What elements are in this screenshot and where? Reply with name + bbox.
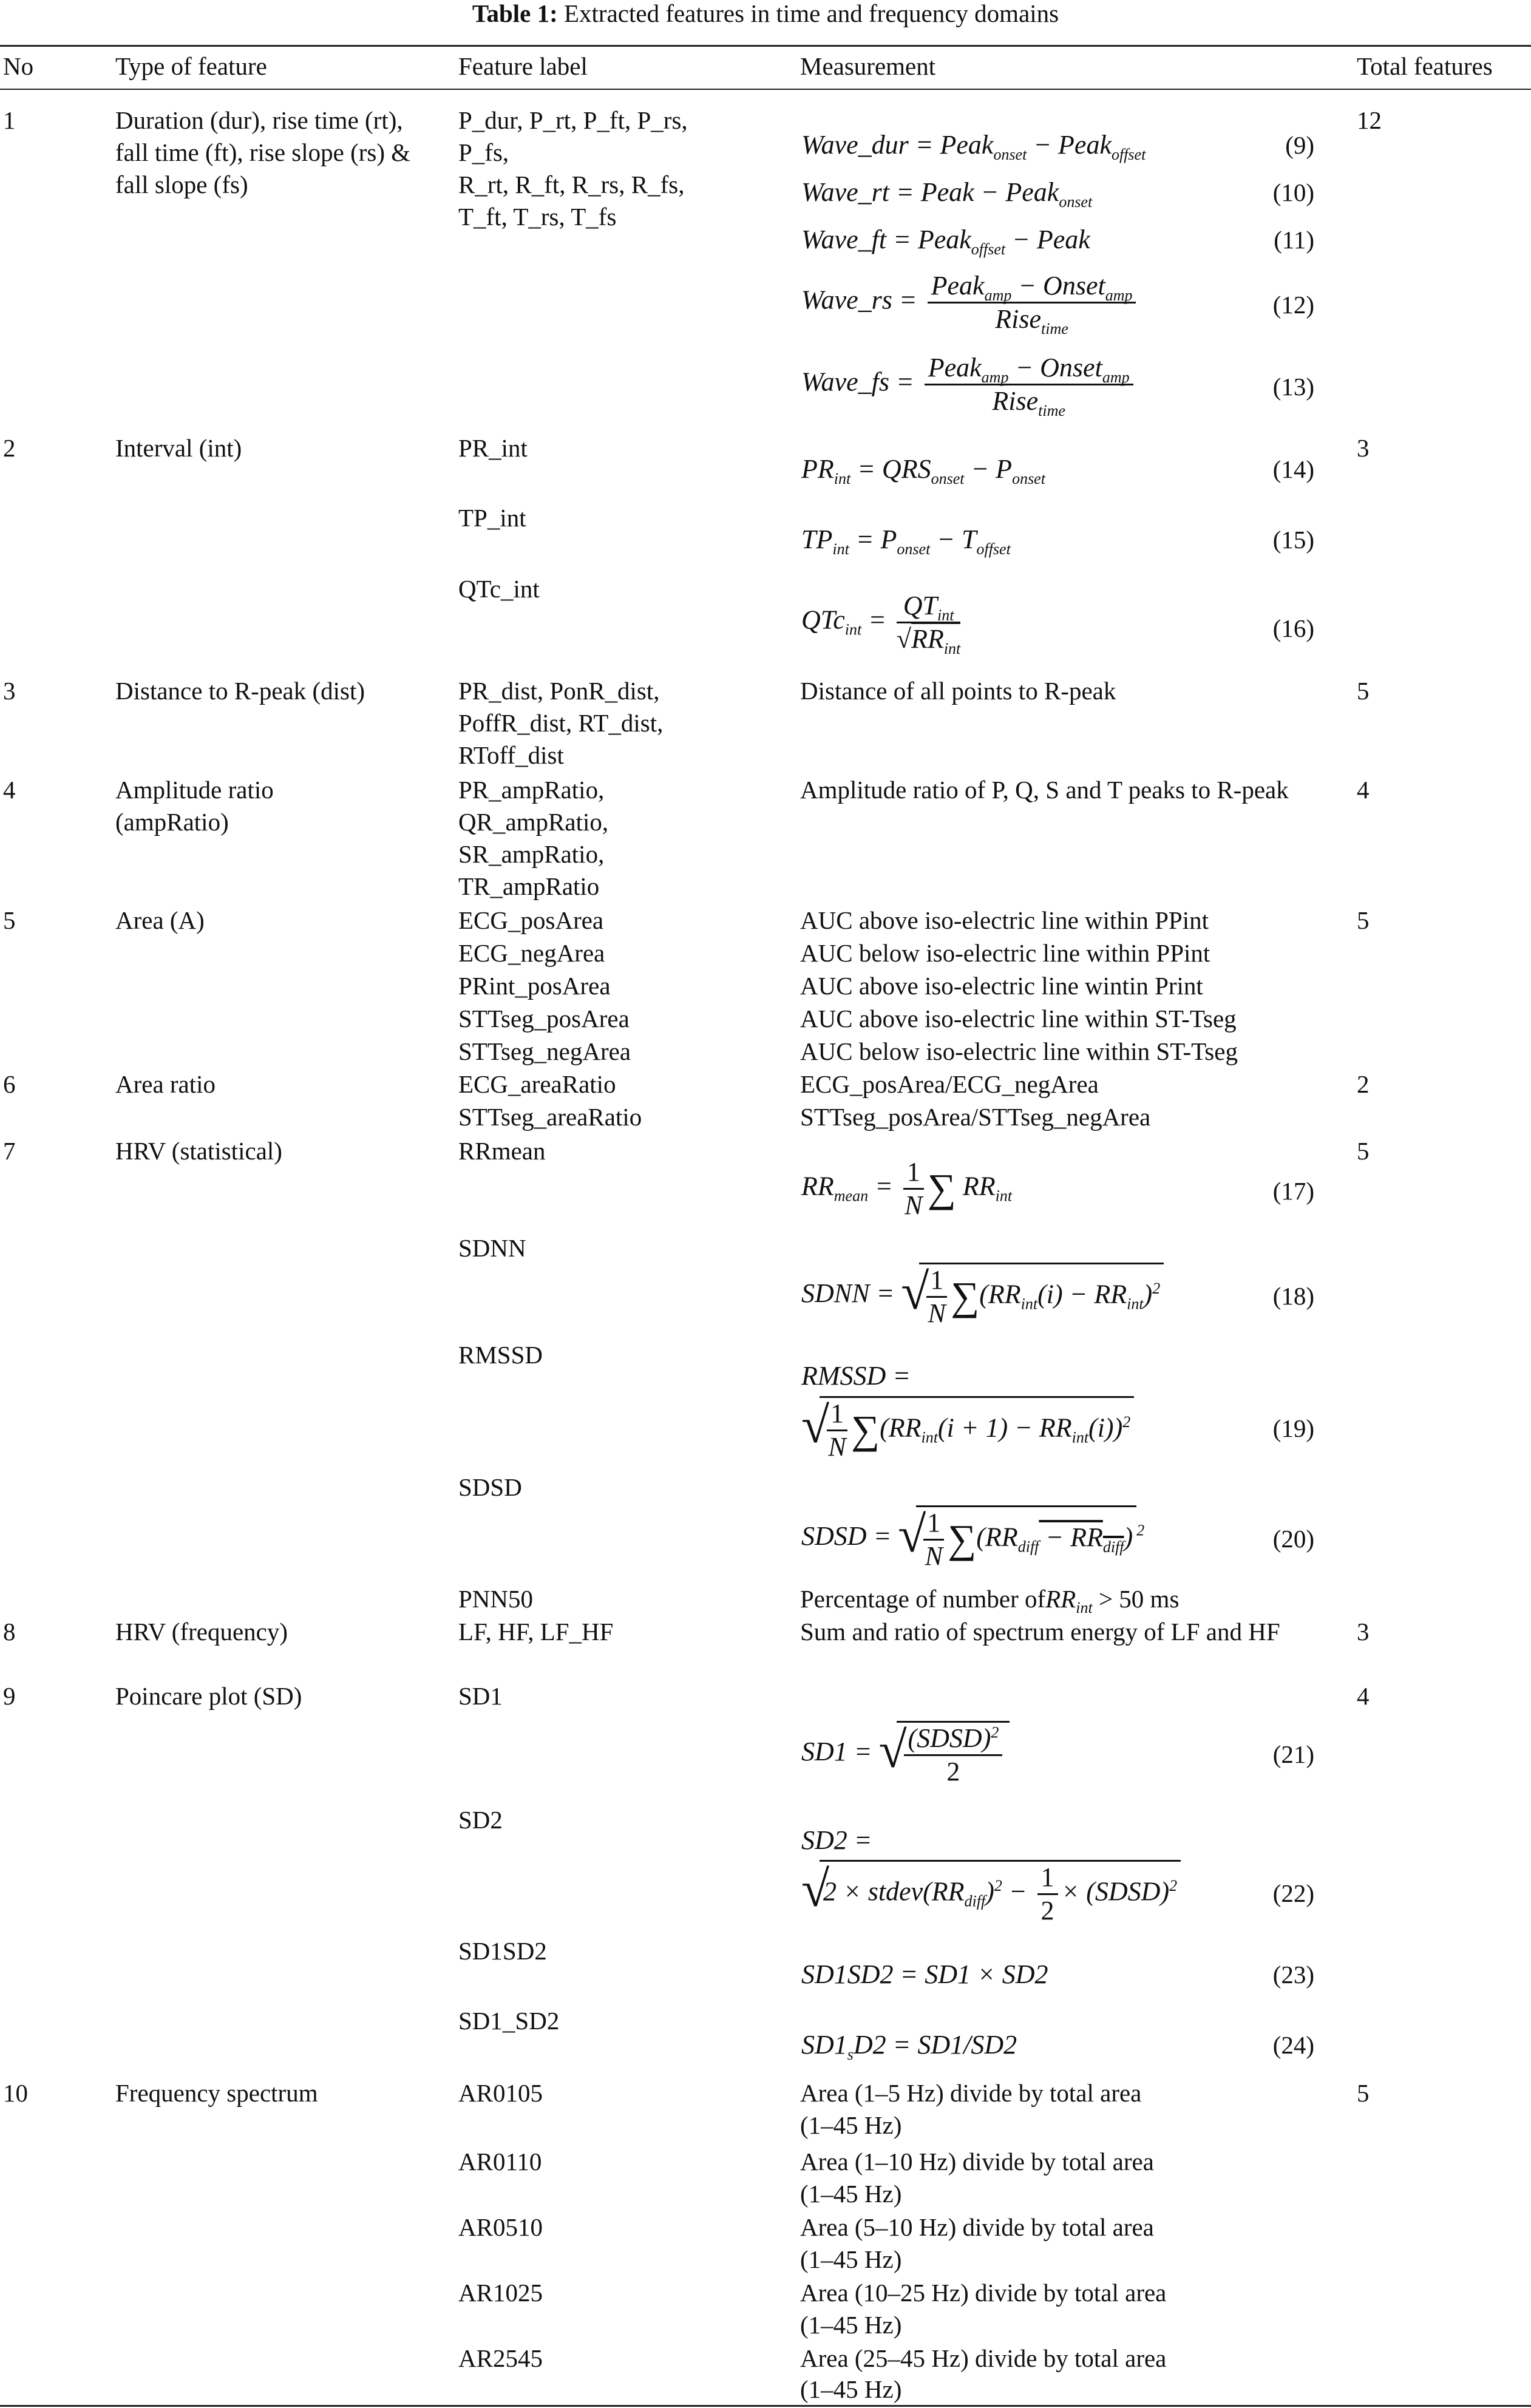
row-label: RRmean: [458, 1137, 546, 1165]
equation-22-lhs: SD2 =: [801, 1825, 872, 1855]
row-label: AR0105: [458, 2079, 543, 2107]
row-label: QR_ampRatio,: [458, 808, 609, 836]
row-type: Poincare plot (SD): [115, 1682, 302, 1710]
equation-number: (17): [1272, 1177, 1314, 1205]
top-rule: [0, 45, 1531, 47]
row-measurement: Sum and ratio of spectrum energy of LF and HF: [800, 1618, 1280, 1646]
row-total: 2: [1357, 1070, 1370, 1098]
row-no: 3: [3, 677, 16, 705]
row-label: ECG_posArea: [458, 906, 604, 934]
row-measurement: (1–45 Hz): [800, 2111, 902, 2139]
caption-text: Extracted features in time and frequency domains: [564, 0, 1059, 27]
row-label: SR_ampRatio,: [458, 840, 605, 868]
row-label: ECG_negArea: [458, 939, 605, 967]
header-rule: [0, 89, 1531, 90]
pnn50-measurement: Percentage of number ofRR$_{int}$ > 50 ms: [800, 1585, 1180, 1617]
equation-number: (20): [1272, 1525, 1314, 1553]
row-label: RMSSD: [458, 1341, 543, 1369]
row-measurement: (1–45 Hz): [800, 2180, 902, 2208]
row-label: R_rt, R_ft, R_rs, R_fs,: [458, 171, 685, 198]
header-type: Type of feature: [115, 52, 267, 80]
row-no: 8: [3, 1618, 16, 1646]
equation-number: (10): [1272, 178, 1314, 206]
row-measurement: AUC above iso-electric line wintin Print: [800, 972, 1203, 1000]
row-measurement: Distance of all points to R-peak: [800, 677, 1116, 705]
row-type: Frequency spectrum: [115, 2079, 318, 2107]
row-no: 2: [3, 434, 16, 462]
row-total: 5: [1357, 1137, 1370, 1165]
row-type: HRV (statistical): [115, 1137, 282, 1165]
equation-number: (9): [1285, 131, 1314, 159]
row-label: ECG_areaRatio: [458, 1070, 616, 1098]
equation-number: (22): [1272, 1879, 1314, 1907]
row-label: STTseg_posArea: [458, 1005, 630, 1033]
equation-number: (15): [1272, 526, 1314, 554]
row-label: SDSD: [458, 1473, 522, 1501]
row-no: 1: [3, 106, 16, 134]
row-measurement: (1–45 Hz): [800, 2245, 902, 2273]
row-measurement: AUC below iso-electric line within ST-Tseg: [800, 1037, 1238, 1065]
row-no: 6: [3, 1070, 16, 1098]
row-label: RToff_dist: [458, 741, 564, 769]
equation-13: Wave_fs = $\frac{Peak_{amp} - Onset_{amp}}{Rise_{time}}$: [801, 352, 1137, 417]
equation-21: SD1 = √ $\frac{(SDSD)^2}{2}$: [801, 1721, 1010, 1788]
row-label: PR_dist, PonR_dist,: [458, 677, 660, 705]
row-measurement: (1–45 Hz): [800, 2375, 902, 2403]
row-label: SD1: [458, 1682, 503, 1710]
row-total: 3: [1357, 1618, 1370, 1646]
row-measurement: Area (25–45 Hz) divide by total area: [800, 2344, 1167, 2372]
row-measurement: ECG_posArea/ECG_negArea: [800, 1070, 1099, 1098]
equation-number: (13): [1272, 373, 1314, 401]
row-label: AR0110: [458, 2148, 542, 2176]
row-label: AR1025: [458, 2279, 543, 2307]
row-label: PRint_posArea: [458, 972, 611, 1000]
equation-number: (23): [1272, 1961, 1314, 1989]
equation-22: √ $2 \times stdev(RR_{diff})^2$ − $\frac{1}{2}$ × (SDSD)$^2$: [801, 1860, 1181, 1927]
bottom-rule: [0, 2405, 1531, 2407]
header-measurement: Measurement: [800, 52, 936, 80]
row-label: LF, HF, LF_HF: [458, 1618, 614, 1646]
row-label: TR_ampRatio: [458, 872, 600, 900]
row-total: 3: [1357, 434, 1370, 462]
row-total: 4: [1357, 776, 1370, 804]
equation-15: $TP_{int} = P_{onset} - T_{offset}$: [801, 524, 1011, 558]
caption-label: Table 1:: [472, 0, 558, 27]
row-type: Area (A): [115, 906, 205, 934]
equation-number: (16): [1272, 614, 1314, 642]
row-measurement: Area (1–10 Hz) divide by total area: [800, 2148, 1154, 2176]
row-label: PR_int: [458, 434, 528, 462]
equation-16: QTc$_{int}$ = $\frac{QT_{int}}{√RR_{int}}$: [801, 591, 961, 657]
equation-20: SDSD = √ $\frac{1}{N}$ $\sum(RR_{diff} - RR_{diff})$ $^2$: [801, 1507, 1145, 1571]
row-measurement: Area (10–25 Hz) divide by total area: [800, 2279, 1167, 2307]
equation-19: √ $\frac{1}{N}$ $\sum(RR_{int}(i + 1) - RR_{int}(i))^2$: [801, 1396, 1134, 1463]
row-measurement: Area (1–5 Hz) divide by total area: [800, 2079, 1142, 2107]
row-measurement: AUC above iso-electric line within ST-Tseg: [800, 1005, 1237, 1033]
row-label: SD2: [458, 1806, 503, 1834]
header-label: Feature label: [458, 52, 588, 80]
equation-18: SDNN = √ $\frac{1}{N}$ $\sum(RR_{int}(i) - RR_{int})^2$: [801, 1263, 1164, 1329]
row-label: AR0510: [458, 2213, 543, 2241]
row-type: HRV (frequency): [115, 1618, 288, 1646]
row-no: 5: [3, 906, 16, 934]
row-label: PNN50: [458, 1585, 534, 1613]
header-no: No: [3, 52, 34, 80]
row-measurement: Amplitude ratio of P, Q, S and T peaks to R-peak: [800, 776, 1289, 804]
header-total: Total features: [1357, 52, 1493, 80]
row-type: Interval (int): [115, 434, 242, 462]
equation-number: (21): [1272, 1740, 1314, 1768]
row-label: P_fs,: [458, 138, 509, 166]
row-label: STTseg_areaRatio: [458, 1103, 642, 1131]
equation-24: $SD1_sD2 = SD1/SD2$: [801, 2030, 1017, 2063]
row-label: STTseg_negArea: [458, 1037, 631, 1065]
row-type: Area ratio: [115, 1070, 216, 1098]
equation-number: (19): [1272, 1414, 1314, 1442]
row-label: PR_ampRatio,: [458, 776, 605, 804]
equation-17: $RR_{mean}$ = $\frac{1}{N}$ ∑ $RR_{int}$: [801, 1157, 1013, 1220]
row-label: SDNN: [458, 1234, 526, 1262]
equation-12: Wave_rs = $\frac{Peak_{amp} - Onset_{amp}}{Rise_{time}}$: [801, 270, 1139, 335]
row-no: 4: [3, 776, 16, 804]
row-label: AR2545: [458, 2344, 543, 2372]
equation-10: Wave_rt = Peak − Peak$_{onset}$: [801, 177, 1093, 211]
row-measurement: AUC above iso-electric line within PPint: [800, 906, 1209, 934]
row-label: SD1_SD2: [458, 2007, 560, 2035]
equation-14: $PR_{int} = QRS_{onset} - P_{onset}$: [801, 454, 1045, 487]
equation-number: (24): [1272, 2031, 1314, 2059]
row-label: SD1SD2: [458, 1937, 547, 1965]
row-type: Amplitude ratio (ampRatio): [115, 776, 274, 836]
row-total: 5: [1357, 906, 1370, 934]
equation-number: (14): [1272, 455, 1314, 483]
row-total: 4: [1357, 1682, 1370, 1710]
row-no: 7: [3, 1137, 16, 1165]
equation-number: (11): [1274, 226, 1314, 254]
row-no: 9: [3, 1682, 16, 1710]
row-measurement: STTseg_posArea/STTseg_negArea: [800, 1103, 1151, 1131]
row-type: Duration (dur), rise time (rt), fall time (ft), rise slope (rs) & fall slope (fs): [115, 106, 411, 198]
equation-number: (18): [1272, 1282, 1314, 1310]
row-label: PoffR_dist, RT_dist,: [458, 709, 664, 737]
row-no: 10: [3, 2079, 28, 2107]
equation-9: Wave_dur = Peak$_{onset}$ − Peak$_{offset}$: [801, 130, 1146, 163]
equation-23: SD1SD2 = SD1 × SD2: [801, 1959, 1048, 1989]
row-total: 12: [1357, 106, 1382, 134]
row-label: QTc_int: [458, 575, 540, 603]
row-label: P_dur, P_rt, P_ft, P_rs,: [458, 106, 688, 134]
row-total: 5: [1357, 677, 1370, 705]
row-measurement: (1–45 Hz): [800, 2311, 902, 2339]
row-type: Distance to R-peak (dist): [115, 677, 365, 705]
table-caption: [0, 0, 1531, 33]
equation-11: Wave_ft = Peak$_{offset}$ − Peak: [801, 225, 1090, 258]
equation-19-lhs: RMSSD =: [801, 1361, 911, 1391]
row-label: T_ft, T_rs, T_fs: [458, 203, 617, 231]
row-measurement: Area (5–10 Hz) divide by total area: [800, 2213, 1154, 2241]
row-total: 5: [1357, 2079, 1370, 2107]
row-label: TP_int: [458, 504, 526, 532]
row-measurement: AUC below iso-electric line within PPint: [800, 939, 1210, 967]
equation-number: (12): [1272, 291, 1314, 319]
